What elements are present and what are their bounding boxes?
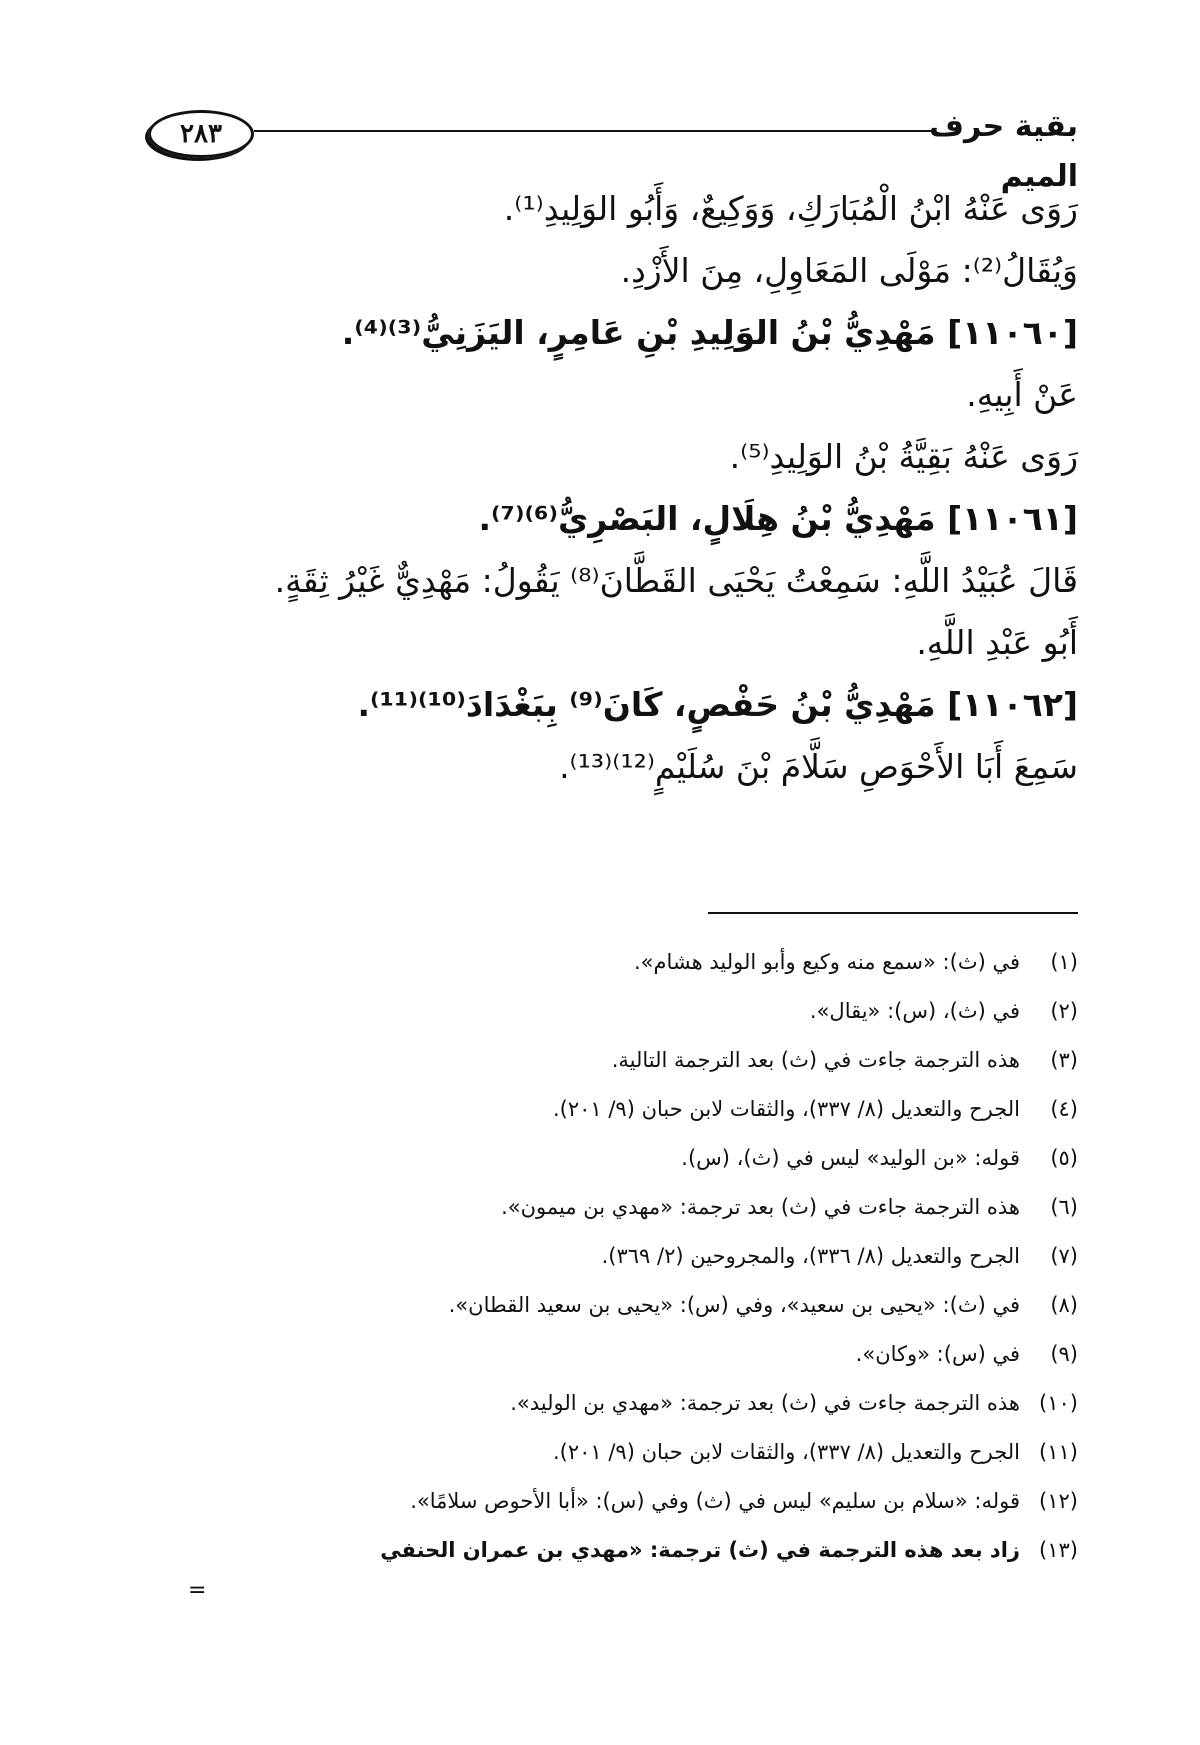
continuation-mark: =	[188, 1578, 207, 1603]
footnote-number: (٩)	[1050, 1342, 1078, 1366]
footnote-text: الجرح والتعديل (٨/ ٣٣٧)، والثقات لابن حبان (٩/ ٢٠١).	[552, 1097, 1020, 1121]
text-line: عَنْ أَبِيهِ.	[966, 375, 1078, 414]
footnote-text: الجرح والتعديل (٨/ ٣٣٦)، والمجروحين (٢/ ٣٦٩).	[601, 1244, 1020, 1268]
text-line: وَيُقَالُ⁽²⁾: مَوْلَى المَعَاوِلِ، مِنَ الأَزْدِ.	[620, 251, 1078, 290]
footnote	[158, 1232, 1078, 1281]
entry-heading: [١١٠٦١] مَهْدِيُّ بْنُ هِلَالٍ، البَصْرِيُّ⁽⁶⁾⁽⁷⁾.	[478, 499, 1078, 538]
footnote	[158, 1379, 1078, 1428]
text-line: سَمِعَ أَبَا الأَحْوَصِ سَلَّامَ بْنَ سُلَيْمٍ⁽¹²⁾⁽¹³⁾.	[559, 747, 1078, 786]
main-text	[158, 178, 1078, 798]
footnote-number: (٥)	[1050, 1146, 1078, 1170]
footnote-text: هذه الترجمة جاءت في (ث) بعد ترجمة: «مهدي بن ميمون».	[501, 1195, 1020, 1219]
footnote-text: في (ث)، (س): «يقال».	[809, 999, 1020, 1023]
footnote-number: (١٢)	[1039, 1489, 1078, 1513]
text-line: قَالَ عُبَيْدُ اللَّهِ: سَمِعْتُ يَحْيَى القَطَّانَ⁽⁸⁾ يَقُولُ: مَهْدِيٌّ غَيْرُ ثِقَةٍ.	[274, 561, 1078, 600]
page-number-badge: ٢٨٣	[148, 110, 254, 158]
footnote	[158, 938, 1078, 987]
footnote-number: (١٠)	[1039, 1391, 1078, 1415]
footnote-number: (١)	[1050, 950, 1078, 974]
entry-heading: [١١٠٦٠] مَهْدِيُّ بْنُ الوَلِيدِ بْنِ عَامِرٍ، اليَزَنِيُّ⁽³⁾⁽⁴⁾.	[341, 313, 1078, 352]
footnote-text: الجرح والتعديل (٨/ ٣٣٧)، والثقات لابن حبان (٩/ ٢٠١).	[552, 1440, 1020, 1464]
footnotes	[158, 938, 1078, 1575]
footnote	[158, 1330, 1078, 1379]
footnote-text: هذه الترجمة جاءت في (ث) بعد الترجمة التالية.	[611, 1048, 1020, 1072]
footnote	[158, 1281, 1078, 1330]
text-line: أَبُو عَبْدِ اللَّهِ.	[916, 623, 1078, 662]
footnote	[158, 1477, 1078, 1526]
footnote	[158, 1085, 1078, 1134]
footnote-number: (٤)	[1050, 1097, 1078, 1121]
footnote	[158, 987, 1078, 1036]
footnote	[158, 1526, 1078, 1575]
footnote-number: (٢)	[1050, 999, 1078, 1023]
footnote-number: (٦)	[1050, 1195, 1078, 1219]
footnote-number: (٧)	[1050, 1244, 1078, 1268]
footnote	[158, 1036, 1078, 1085]
footnote	[158, 1428, 1078, 1477]
text-line: رَوَى عَنْهُ ابْنُ الْمُبَارَكِ، وَوَكِيعٌ، وَأَبُو الوَلِيدِ⁽¹⁾.	[503, 189, 1078, 228]
footnote-text: في (س): «وكان».	[855, 1342, 1020, 1366]
running-title: بقية حرف الميم	[929, 109, 1078, 194]
footnote-number: (٨)	[1050, 1293, 1078, 1317]
header-rule	[254, 130, 934, 132]
text-line: رَوَى عَنْهُ بَقِيَّةُ بْنُ الوَلِيدِ⁽⁵⁾.	[729, 437, 1078, 476]
footnote-number: (١١)	[1039, 1440, 1078, 1464]
footnote-text: زاد بعد هذه الترجمة في (ث) ترجمة: «مهدي بن عمران الحنفي	[380, 1538, 1020, 1562]
footnote-text: في (ث): «سمع منه وكيع وأبو الوليد هشام».	[634, 950, 1020, 974]
footnote	[158, 1183, 1078, 1232]
footnote-number: (٣)	[1050, 1048, 1078, 1072]
footnote-text: في (ث): «يحيى بن سعيد»، وفي (س): «يحيى بن سعيد القطان».	[448, 1293, 1020, 1317]
footnote-text: قوله: «سلام بن سليم» ليس في (ث) وفي (س): «أبا الأحوص سلامًا».	[410, 1489, 1020, 1513]
footnote-text: هذه الترجمة جاءت في (ث) بعد ترجمة: «مهدي بن الوليد».	[510, 1391, 1020, 1415]
footnote-text: قوله: «بن الوليد» ليس في (ث)، (س).	[681, 1146, 1020, 1170]
running-header	[148, 102, 1078, 194]
footnote	[158, 1134, 1078, 1183]
footnote-separator	[708, 912, 1078, 914]
footnote-number: (١٣)	[1039, 1538, 1078, 1562]
entry-heading: [١١٠٦٢] مَهْدِيُّ بْنُ حَفْصٍ، كَانَ⁽⁹⁾ بِبَغْدَادَ⁽¹⁰⁾⁽¹¹⁾.	[357, 685, 1078, 724]
